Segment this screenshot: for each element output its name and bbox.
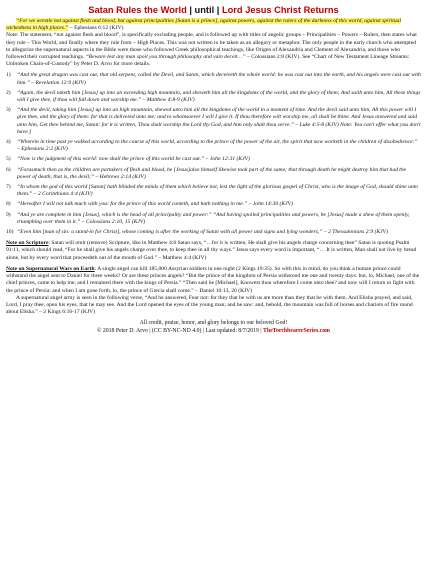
wars-note-text-2: A supernatural angel army is seen in the following verse, “And he answered, Fear not: for they that be with us are more than they that be with them. And Elisha prayed, and said, Lord, I pray thee, open his eyes, that he may see. And the Lord opened the eyes of the young man; and he saw: and, behold, the mountain was full of horses and chariots of fire round about Elisha.” – 2 Kings 6:16-17 (KJV) [6, 294, 413, 316]
verse-number: 5) [6, 156, 11, 163]
intro-note [6, 32, 421, 68]
page-footer [6, 320, 421, 335]
scripture-note-section [6, 240, 421, 262]
title-part-2: until [194, 5, 215, 15]
scripture-note-text: : Satan will omit (remove) Scripture, like in Matthew 4:6 Satan says, “…for it is written, He shall give his angels charge concerning thee” Satan is quoting Psalm 91:11, which should read, “For he shall give his angels charge over thee, to keep thee in all thy ways.” Jesus says every word is important, “… It is written, Man shall not live by bread alone, but by every word that proceedeth out of the mouth of God.” – Matthew 4:4 (KJV) [6, 240, 417, 261]
verse-text: “And the great dragon was cast out, that old serpent, called the Devil, and Satan, which deceiveth the whole world: he was cast out into the earth, and his angels were cast out with him.” – Revelation 12:9 (KJV) [17, 72, 421, 86]
intro-quote: “For we wrestle not against flesh and blood, but against principalities [Satan is a prince], against powers, against the rulers of the darkness of this world, against spiritual wickedness in high places.” [6, 18, 401, 32]
verse-item [6, 72, 421, 86]
verse-number: 4) [6, 139, 11, 146]
wars-note-continued [6, 295, 421, 317]
verse-text: “Hereafter I will not talk much with you: for the prince of this world cometh, and hath nothing in me.” – John 14:30 (KJV) [17, 201, 293, 208]
scripture-note-heading: Note on Scripture [6, 240, 49, 247]
verse-text: “Wherein in time past ye walked according to the course of this world, according to the prince of the power of the air, the spirit that now worketh in the children of disobedience:” – Ephesians 2:2 (KJV) [17, 139, 418, 153]
intro-paragraph [6, 18, 421, 32]
verse-text: “In whom the god of this world [Satan] hath blinded the minds of them which believe not, lest the light of the glorious gospel of Christ, who is the image of God, should shine unto them.” – 2 Corinthians 4:4 (KJV) [17, 184, 419, 198]
verse-number: 1) [6, 72, 11, 79]
intro-section [6, 18, 421, 68]
intro-note-text: Note: The statement, “not against flesh and blood”, is specifically excluding people, and is followed up with titles of angelic groups – Principalities – Powers – Rulers, then states what they rule – This World, and finally where they rule from – High Places. This was not written to be taken as an allegory or metaphor. The only people in the early church who attempted to allegorize the supernatural aspects in the Bible were those who followed Greek philosophical teachings, like Origen of Alexandria and Clement of Alexandria, and those who followed their corrupted teachings. [6, 32, 417, 61]
wars-note-text: : A single angel can kill 185,000 Assyrian soldiers in one night (2 Kings 19:35). So with this in mind, do you think a human prince could withstand the angel sent to Daniel for three weeks? Or are these princes angels? “But the prince of the kingdom of Persia withstood me one and twenty days: but, lo, Michael, one of the chief princes, came to help me; and I remained there with the kings of Persia.” “Then said he [Michael], Knowest thou wherefore I come unto thee? and now will I return to fight with the prince of Persia: and when I am gone forth, lo, the prince of Grecia shall come.” – Daniel 10:13, 20 (KJV) [6, 265, 420, 294]
verse-text: “And the devil, taking him [Jesus] up into an high mountain, shewed unto him all the kingdoms of the world in a moment of time. And the devil said unto him, All this power will I give thee, and the glory of them: for that is delivered unto me; and to whomsoever I will I give it. If thou therefore wilt worship me, all shall be thine. And Jesus answered and said unto him, Get thee behind me, Satan: for it is written, Thou shalt worship the Lord thy God, and him only shalt thou serve.” – Luke 4:5-8 (KJV) Note: You can't offer what you don't have.] [17, 107, 421, 135]
verse-item [6, 167, 421, 181]
verse-item [6, 212, 421, 226]
verse-text: “Even him [man of sin: a stand-in for Christ], whose coming is after the working of Satan with all power and signs and lying wonders,” – 2 Thessalonians 2:9 (KJV) [17, 229, 388, 236]
verse-number: 2) [6, 89, 11, 96]
title-separator-1: | [186, 5, 195, 15]
verse-item [6, 184, 421, 198]
footer-website-link[interactable]: TheTorchbearerSeries.com [262, 327, 331, 334]
verse-list [6, 72, 421, 236]
wars-note [6, 266, 421, 295]
wars-note-section [6, 266, 421, 316]
verse-number: 8) [6, 201, 11, 208]
footer-copyright-line [6, 328, 421, 336]
title-part-1: Satan Rules the World [88, 5, 187, 15]
verse-text: “Again, the devil taketh him [Jesus] up into an exceeding high mountain, and sheweth him all the kingdoms of the world, and the glory of them; And saith unto him, All these things will I give thee, if thou wilt fall down and worship me.” – Matthew 4:8-9 (KJV) [17, 89, 421, 104]
verse-item [6, 139, 421, 153]
wars-note-heading: Note on Supernatural Wars on Earth [6, 265, 95, 272]
footer-copyright: © 2018 Peter D. Arvo | (CC BY-NC-ND 4.0) | Last updated: 8/7/2019 | [96, 327, 263, 334]
page-title [6, 5, 421, 15]
verse-item [6, 107, 421, 136]
verse-item [6, 156, 421, 163]
verse-number: 10) [6, 229, 14, 236]
verse-text: “And ye are complete in him [Jesus], which is the head of all principality and power:” “And having spoiled principalities and powers, he [Jesus] made a shew of them openly, triumphing over them in it.” – Colossians 2:10, 15 (KJV) [17, 211, 410, 225]
verse-text: “Now is the judgment of this world: now shall the prince of this world be cast out.” – John 12:31 (KJV) [17, 156, 250, 163]
intro-beware-ref: – Colossians 2:8 (KJV). See “Chart of New Testament Lineage Streams: Unbroken Chain-of-Custody” by Peter D. Arvo for more details. [6, 54, 410, 68]
footer-credit: All credit, praise, honor, and glory belongs to our beloved God! [139, 320, 288, 327]
intro-beware-quote: “Beware lest any man spoil you through philosophy and vain deceit…” [84, 54, 246, 61]
intro-quote-ref: – Ephesians 6:12 (KJV) [68, 25, 124, 32]
verse-item [6, 90, 421, 104]
verse-text: “Forasmuch then as the children are partakers of flesh and blood, he [Jesus]also himself likewise took part of the same; that through death he might destroy him that had the power of death, that is, the devil;” – Hebrews 2:14 (KJV) [17, 166, 407, 180]
verse-number: 9) [6, 211, 11, 218]
verse-item [6, 201, 421, 208]
title-separator-2: | [214, 5, 222, 15]
verse-item [6, 229, 421, 236]
verse-number: 7) [6, 184, 11, 191]
verse-number: 3) [6, 107, 11, 114]
title-part-3: Lord Jesus Christ Returns [221, 5, 339, 15]
verse-number: 6) [6, 166, 11, 173]
scripture-note [6, 240, 421, 262]
